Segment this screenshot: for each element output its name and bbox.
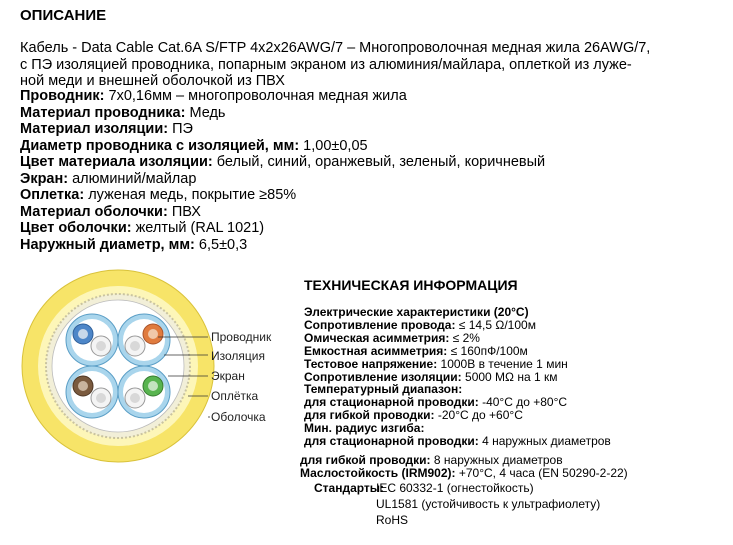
tech-label: Омическая асимметрия: xyxy=(304,330,450,345)
tech-value: ≤ 160пФ/100м xyxy=(447,343,528,358)
tech-value: -20°C до +60°C xyxy=(434,408,523,423)
conductor-core xyxy=(78,329,88,339)
spec-label: Материал проводника: xyxy=(20,104,186,121)
pair-blue xyxy=(66,314,118,366)
tech-label: Маслостойкость (IRM902): xyxy=(300,466,456,480)
label-insulation: Изоляция xyxy=(211,349,265,363)
tech-value: ≤ 2% xyxy=(449,330,480,345)
tech-row-flex-bend xyxy=(300,454,563,467)
spec-label: Материал оболочки: xyxy=(20,203,168,220)
spec-value: 7х0,16мм – многопроволочная медная жила xyxy=(104,88,407,104)
standard-item: UL1581 (устойчивость к ультрафиолету) xyxy=(376,496,601,511)
intro-line: с ПЭ изоляцией проводника, попарным экраном из алюминия/майлара, оплеткой из луже- xyxy=(20,56,632,73)
spec-row xyxy=(20,220,545,237)
core-area xyxy=(52,300,184,432)
tech-label: Сопротивление провода: xyxy=(304,317,456,332)
pair-brown xyxy=(66,366,118,418)
tech-label: Мин. радиус изгиба: xyxy=(304,421,425,436)
conductor-core xyxy=(96,341,106,351)
conductor-core xyxy=(148,329,158,339)
tech-label: Емкостная асимметрия: xyxy=(304,343,448,358)
spec-row xyxy=(20,237,545,254)
tech-value: 8 наружных диаметров xyxy=(430,453,563,467)
conductor-core xyxy=(130,341,140,351)
tech-list xyxy=(304,306,611,448)
label-braid: Оплётка xyxy=(211,389,259,403)
tech-row-oil-resistance xyxy=(300,467,628,480)
spec-row xyxy=(20,105,545,122)
spec-row xyxy=(20,204,545,221)
tech-label: для гибкой проводки: xyxy=(304,408,435,423)
intro-line: Кабель - Data Cable Cat.6A S/FTP 4x2x26AWG/7 – Многопроволочная медная жила 26AWG/7, xyxy=(20,40,651,56)
tech-label: Электрические характеристики (20°C) xyxy=(304,305,529,319)
description-intro xyxy=(20,40,650,90)
tech-label: для стационарной проводки: xyxy=(304,395,479,410)
spec-row xyxy=(20,171,545,188)
label-jacket: Оболочка xyxy=(211,410,266,424)
spec-label: Проводник: xyxy=(20,88,105,104)
conductor-core xyxy=(96,393,106,403)
conductor-core xyxy=(148,381,158,391)
spec-row xyxy=(20,138,545,155)
intro-line: ной меди и внешней оболочкой из ПВХ xyxy=(20,73,285,89)
tech-row xyxy=(304,435,611,448)
tech-heading: ТЕХНИЧЕСКАЯ ИНФОРМАЦИЯ xyxy=(304,277,518,293)
pair-green xyxy=(118,366,170,418)
tech-label: для гибкой проводки: xyxy=(300,453,431,467)
spec-list xyxy=(20,88,545,253)
label-conductor: Проводник xyxy=(211,330,272,344)
label-shield: Экран xyxy=(211,369,245,383)
spec-row xyxy=(20,88,545,105)
spec-row xyxy=(20,154,545,171)
tech-value: +70°C, 4 часа (EN 50290-2-22) xyxy=(455,466,628,480)
tech-label: для стационарной проводки: xyxy=(304,434,479,449)
standard-item: IEC 60332-1 (огнестойкость) xyxy=(376,481,534,495)
spec-label: Экран: xyxy=(20,170,69,187)
conductor-core xyxy=(130,393,140,403)
tech-value: 4 наружных диаметров xyxy=(478,434,611,449)
spec-row xyxy=(20,121,545,138)
standards-label: Стандарты: xyxy=(314,481,385,495)
spec-value: белый, синий, оранжевый, зеленый, коричневый xyxy=(212,154,546,170)
spec-value: 1,00±0,05 xyxy=(299,137,368,154)
tech-value: 5000 MΩ на 1 км xyxy=(461,369,558,384)
spec-label: Цвет оболочки: xyxy=(20,220,132,236)
spec-value: желтый (RAL 1021) xyxy=(131,220,265,236)
spec-row xyxy=(20,187,545,204)
tech-label: Температурный диапазон: xyxy=(304,382,463,397)
spec-value: 6,5±0,3 xyxy=(194,236,248,253)
spec-label: Материал изоляции: xyxy=(20,121,169,137)
spec-value: ПВХ xyxy=(167,203,201,220)
standard-item: RoHS xyxy=(376,512,409,527)
spec-value: Медь xyxy=(185,104,226,121)
conductor-core xyxy=(78,381,88,391)
tech-value: -40°C до +80°C xyxy=(478,395,568,410)
spec-label: Диаметр проводника с изоляцией, мм: xyxy=(20,137,300,154)
tech-label: Сопротивление изоляции: xyxy=(304,369,462,384)
tech-label: Тестовое напряжение: xyxy=(304,356,438,371)
pair-orange xyxy=(118,314,170,366)
spec-value: ПЭ xyxy=(168,121,193,137)
tech-value: ≤ 14,5 Ω/100м xyxy=(455,317,536,332)
spec-value: луженая медь, покрытие ≥85% xyxy=(84,187,297,203)
spec-label: Оплетка: xyxy=(20,187,85,203)
tech-value: 1000В в течение 1 мин xyxy=(437,356,568,371)
spec-label: Наружный диаметр, мм: xyxy=(20,236,195,253)
description-heading: ОПИСАНИЕ xyxy=(20,7,107,24)
cable-cross-section-diagram xyxy=(12,262,290,470)
spec-label: Цвет материала изоляции: xyxy=(20,154,213,170)
standards-list xyxy=(376,482,600,527)
spec-value: алюминий/майлар xyxy=(68,170,197,187)
